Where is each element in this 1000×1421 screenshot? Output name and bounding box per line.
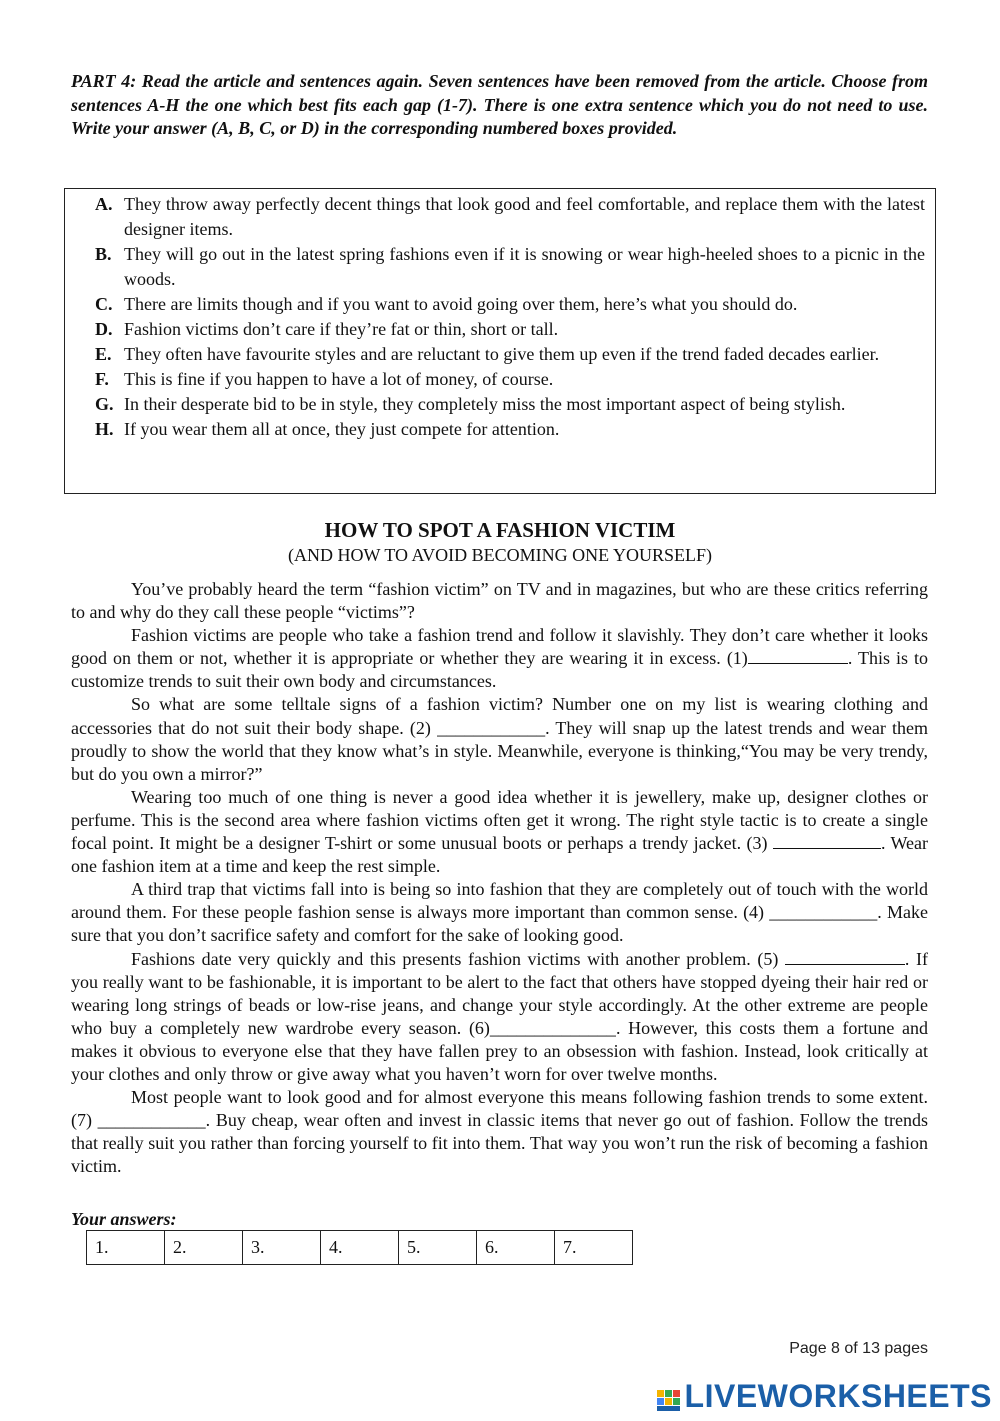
gap-6-input[interactable]: (6)______________ — [468, 1017, 616, 1038]
option-d — [95, 317, 925, 342]
paragraph-4 — [71, 786, 928, 878]
option-letter: D. — [95, 319, 113, 339]
paragraph-text: Fashion victims are people who take a fashion trend and follow it slavishly. They don’t care whether it looks good on them or not, whether it is appropriate or whether they are wearing it in excess. — [71, 625, 928, 669]
answer-box-5[interactable]: 5. — [399, 1231, 477, 1265]
answer-box-7[interactable]: 7. — [555, 1231, 633, 1265]
paragraph-5 — [71, 878, 928, 947]
answer-box-6[interactable]: 6. — [477, 1231, 555, 1265]
answer-table — [86, 1230, 633, 1265]
option-letter: E. — [95, 344, 112, 364]
paragraph-1 — [71, 578, 928, 624]
paragraph-text: A third trap that victims fall into is being so into fashion that they are completely out of touch with the world around them. For these people fashion sense is always more important than common sense. — [71, 879, 928, 923]
option-c — [95, 292, 925, 317]
gap-5-label: (5) — [757, 948, 779, 969]
liveworksheets-logo-text: LIVEWORKSHEETS — [684, 1378, 992, 1414]
option-text: In their desperate bid to be in style, they completely miss the most important aspect of being stylish. — [124, 394, 846, 414]
answer-box-3[interactable]: 3. — [243, 1231, 321, 1265]
option-h — [95, 417, 925, 442]
paragraph-text: Wearing too much of one thing is never a good idea whether it is jewellery, make up, designer clothes or perfume. This is the second area where fashion victims often get it wrong. The right style tactic is to create a single focal point. It might be a designer T-shirt or some unusual boots or perhaps a trendy jacket. — [71, 786, 928, 854]
option-letter: G. — [95, 394, 114, 414]
option-letter: B. — [95, 244, 112, 264]
answers-label: Your answers: — [71, 1209, 177, 1229]
option-a — [95, 192, 925, 242]
paragraph-text: . If you really want to be fashionable, it is important to be alert to the fact that others have stopped dyeing their hair red or wearing long strings of beads or low-rise jeans, and change your style accordingly. At the other extreme are people who buy a completely new wardrobe every season. — [71, 948, 928, 1038]
option-letter: H. — [95, 419, 114, 439]
option-text: There are limits though and if you want to avoid going over them, here’s what you should do. — [124, 294, 798, 314]
option-text: Fashion victims don’t care if they’re fat or thin, short or tall. — [124, 319, 559, 339]
option-text: If you wear them all at once, they just compete for attention. — [124, 419, 560, 439]
paragraph-3 — [71, 693, 928, 785]
paragraph-2 — [71, 624, 928, 693]
gap-3-input[interactable] — [773, 834, 881, 849]
page-number: Page 8 of 13 pages — [789, 1340, 928, 1357]
paragraph-text: . However, this costs them a fortune and makes it obvious to everyone else that they have fallen prey to an obsession with fashion. Instead, look critically at your clothes and only throw or give away what you haven’t worn for over twelve months. — [71, 1017, 928, 1084]
option-f — [95, 367, 925, 392]
gap-5-input[interactable] — [785, 950, 905, 965]
option-g — [95, 392, 925, 417]
paragraph-text: . Make sure that you don’t sacrifice safety and comfort for the sake of looking good. — [71, 902, 928, 946]
instructions-text: PART 4: Read the article and sentences again. Seven sentences have been removed from the article. Choose from sentences A-H the one which best fits each gap (1-7). There is one extra sentence which you do not need to use. Write your answer (A, B, C, or D) in the corresponding numbered boxes provided. — [71, 71, 928, 138]
answer-box-2[interactable]: 2. — [165, 1231, 243, 1265]
paragraph-6 — [71, 948, 928, 1087]
answer-box-1[interactable]: 1. — [87, 1231, 165, 1265]
gap-3-label: (3) — [746, 833, 768, 854]
gap-7-input[interactable]: (7) ____________ — [71, 1110, 206, 1131]
paragraph-text: So what are some telltale signs of a fashion victim? Number one on my list is wearing clothing and accessories that do not suit their body shape. — [71, 694, 928, 738]
paragraph-text: . Wear one fashion item at a time and keep the rest simple. — [71, 833, 929, 877]
gap-1-label: (1) — [726, 648, 748, 669]
gap-2-input[interactable]: (2) ____________ — [409, 717, 546, 738]
article-title: HOW TO SPOT A FASHION VICTIM — [324, 518, 676, 542]
paragraph-text: Fashions date very quickly and this presents fashion victims with another problem. — [131, 948, 751, 969]
option-letter: C. — [95, 294, 113, 314]
option-text: They often have favourite styles and are reluctant to give them up even if the trend faded decades earlier. — [124, 344, 880, 364]
answer-box-4[interactable]: 4. — [321, 1231, 399, 1265]
gap-1-input[interactable] — [748, 649, 848, 664]
option-letter: A. — [95, 194, 113, 214]
instructions-block — [71, 70, 928, 141]
option-e — [95, 342, 925, 367]
article-subtitle: (AND HOW TO AVOID BECOMING ONE YOURSELF) — [287, 545, 712, 565]
paragraph-text: . Buy cheap, wear often and invest in classic items that never go out of fashion. Follow the trends that really suit you rather than forcing yourself to fit into them. That way you won’t run the risk of becoming a fashion victim. — [71, 1110, 928, 1177]
article-body — [71, 578, 928, 1178]
paragraph-text: Most people want to look good and for almost everyone this means following fashion trends to some extent. — [131, 1087, 928, 1108]
option-text: They will go out in the latest spring fashions even if it is snowing or wear high-heeled shoes to a picnic in the woods. — [124, 244, 925, 289]
option-text: This is fine if you happen to have a lot of money, of course. — [124, 369, 554, 389]
paragraph-text: You’ve probably heard the term “fashion victim” on TV and in magazines, but who are these critics referring to and why do they call these people “victims”? — [71, 579, 928, 623]
paragraph-7 — [71, 1086, 928, 1178]
sentence-options-box — [64, 188, 936, 494]
liveworksheets-logo — [656, 1378, 992, 1415]
paragraph-text: . This is to customize trends to suit their own body and circumstances. — [71, 648, 928, 692]
liveworksheets-logo-icon — [656, 1384, 682, 1410]
option-b — [95, 242, 925, 292]
gap-4-input[interactable]: (4) ____________ — [743, 902, 878, 923]
option-letter: F. — [95, 369, 109, 389]
option-text: They throw away perfectly decent things that look good and feel comfortable, and replace them with the latest designer items. — [124, 194, 925, 239]
paragraph-text: . They will snap up the latest trends and wear them proudly to show the world that they know what’s in style. Meanwhile, everyone is thinking,“You may be very trendy, but do you own a mirror?” — [71, 717, 928, 784]
